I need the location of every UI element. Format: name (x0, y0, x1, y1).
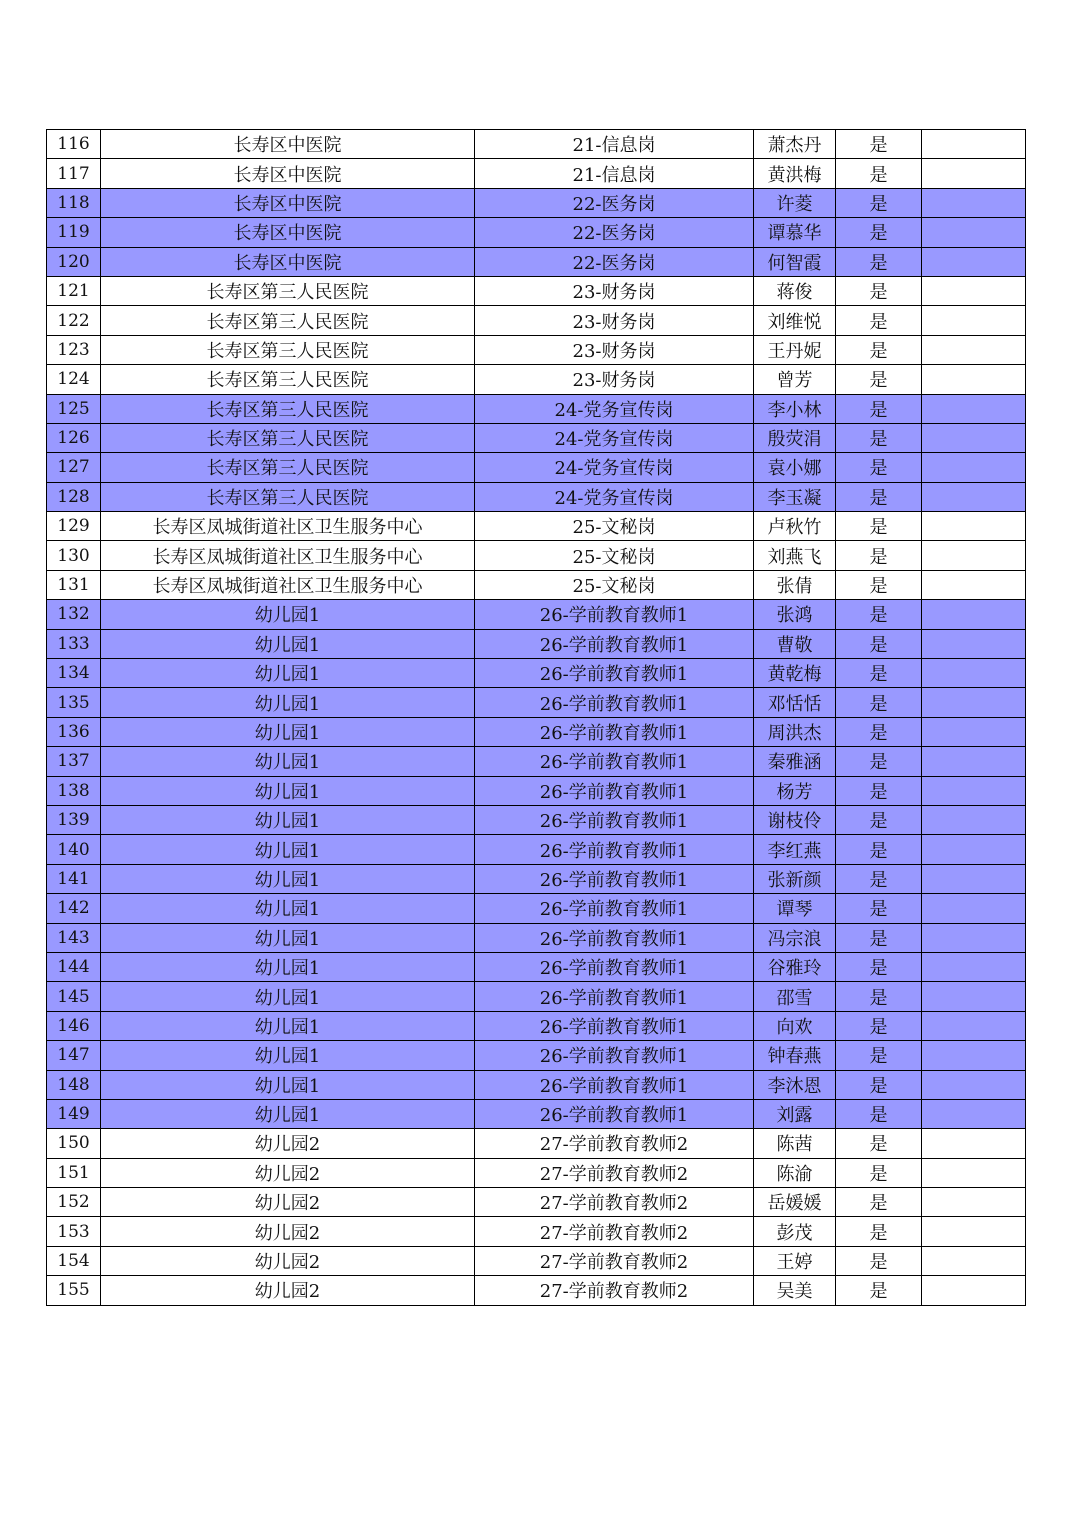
candidate-name-cell: 许菱 (754, 188, 836, 217)
remark-cell (922, 512, 1026, 541)
remark-cell (922, 276, 1026, 305)
table-row (47, 1188, 1026, 1217)
remark-cell (922, 541, 1026, 570)
table-row (47, 188, 1026, 217)
post-cell: 25-文秘岗 (475, 570, 754, 599)
unit-cell: 幼儿园1 (101, 1070, 475, 1099)
unit-cell: 长寿区中医院 (101, 218, 475, 247)
remark-cell (922, 894, 1026, 923)
post-cell: 21-信息岗 (475, 130, 754, 159)
qualified-cell: 是 (836, 570, 922, 599)
table-row (47, 894, 1026, 923)
row-number-cell: 134 (47, 659, 101, 688)
row-number-cell: 116 (47, 130, 101, 159)
table-row (47, 1276, 1026, 1305)
qualified-cell: 是 (836, 512, 922, 541)
table-row (47, 1070, 1026, 1099)
row-number-cell: 143 (47, 923, 101, 952)
row-number-cell: 145 (47, 982, 101, 1011)
unit-cell: 幼儿园2 (101, 1276, 475, 1305)
unit-cell: 长寿区中医院 (101, 247, 475, 276)
unit-cell: 幼儿园1 (101, 688, 475, 717)
unit-cell: 长寿区第三人民医院 (101, 276, 475, 305)
row-number-cell: 129 (47, 512, 101, 541)
remark-cell (922, 1070, 1026, 1099)
remark-cell (922, 688, 1026, 717)
qualified-cell: 是 (836, 306, 922, 335)
qualified-cell: 是 (836, 805, 922, 834)
candidate-name-cell: 王婷 (754, 1246, 836, 1275)
remark-cell (922, 982, 1026, 1011)
remark-cell (922, 864, 1026, 893)
unit-cell: 幼儿园1 (101, 747, 475, 776)
post-cell: 27-学前教育教师2 (475, 1188, 754, 1217)
qualified-cell: 是 (836, 659, 922, 688)
unit-cell: 长寿区凤城街道社区卫生服务中心 (101, 512, 475, 541)
table-row (47, 864, 1026, 893)
unit-cell: 长寿区凤城街道社区卫生服务中心 (101, 541, 475, 570)
post-cell: 27-学前教育教师2 (475, 1276, 754, 1305)
candidate-name-cell: 李沐恩 (754, 1070, 836, 1099)
post-cell: 27-学前教育教师2 (475, 1217, 754, 1246)
row-number-cell: 121 (47, 276, 101, 305)
candidate-name-cell: 谭琴 (754, 894, 836, 923)
row-number-cell: 148 (47, 1070, 101, 1099)
candidate-name-cell: 张鸿 (754, 600, 836, 629)
candidate-name-cell: 秦雅涵 (754, 747, 836, 776)
row-number-cell: 136 (47, 717, 101, 746)
qualified-cell: 是 (836, 394, 922, 423)
remark-cell (922, 1217, 1026, 1246)
remark-cell (922, 776, 1026, 805)
unit-cell: 幼儿园2 (101, 1188, 475, 1217)
table-row (47, 453, 1026, 482)
candidate-name-cell: 萧杰丹 (754, 130, 836, 159)
table-row (47, 659, 1026, 688)
qualified-cell: 是 (836, 423, 922, 452)
table-row (47, 717, 1026, 746)
post-cell: 26-学前教育教师1 (475, 717, 754, 746)
row-number-cell: 128 (47, 482, 101, 511)
candidate-name-cell: 谷雅玲 (754, 952, 836, 981)
table-row (47, 1158, 1026, 1187)
remark-cell (922, 335, 1026, 364)
table-row (47, 130, 1026, 159)
remark-cell (922, 159, 1026, 188)
qualified-cell: 是 (836, 218, 922, 247)
post-cell: 23-财务岗 (475, 276, 754, 305)
table-row (47, 747, 1026, 776)
qualified-cell: 是 (836, 188, 922, 217)
qualified-cell: 是 (836, 541, 922, 570)
table-row (47, 923, 1026, 952)
unit-cell: 长寿区中医院 (101, 130, 475, 159)
unit-cell: 幼儿园1 (101, 894, 475, 923)
remark-cell (922, 1246, 1026, 1275)
post-cell: 26-学前教育教师1 (475, 1011, 754, 1040)
candidate-name-cell: 刘维悦 (754, 306, 836, 335)
row-number-cell: 135 (47, 688, 101, 717)
table-row (47, 218, 1026, 247)
table-row (47, 247, 1026, 276)
post-cell: 26-学前教育教师1 (475, 600, 754, 629)
unit-cell: 幼儿园1 (101, 600, 475, 629)
qualified-cell: 是 (836, 600, 922, 629)
qualified-cell: 是 (836, 717, 922, 746)
post-cell: 26-学前教育教师1 (475, 629, 754, 658)
post-cell: 25-文秘岗 (475, 512, 754, 541)
unit-cell: 幼儿园1 (101, 659, 475, 688)
remark-cell (922, 1188, 1026, 1217)
qualified-cell: 是 (836, 1217, 922, 1246)
unit-cell: 幼儿园1 (101, 1041, 475, 1070)
candidate-name-cell: 邓恬恬 (754, 688, 836, 717)
remark-cell (922, 1041, 1026, 1070)
candidate-name-cell: 钟春燕 (754, 1041, 836, 1070)
post-cell: 26-学前教育教师1 (475, 894, 754, 923)
table-row (47, 776, 1026, 805)
unit-cell: 幼儿园2 (101, 1217, 475, 1246)
qualified-cell: 是 (836, 365, 922, 394)
candidate-name-cell: 黄洪梅 (754, 159, 836, 188)
row-number-cell: 124 (47, 365, 101, 394)
table-row (47, 335, 1026, 364)
unit-cell: 长寿区第三人民医院 (101, 482, 475, 511)
candidate-name-cell: 谢枝伶 (754, 805, 836, 834)
table-row (47, 541, 1026, 570)
table-row (47, 512, 1026, 541)
post-cell: 26-学前教育教师1 (475, 776, 754, 805)
candidate-name-cell: 李红燕 (754, 835, 836, 864)
table-row (47, 276, 1026, 305)
row-number-cell: 127 (47, 453, 101, 482)
qualified-cell: 是 (836, 1158, 922, 1187)
results-table (46, 129, 1026, 1306)
remark-cell (922, 805, 1026, 834)
unit-cell: 长寿区第三人民医院 (101, 335, 475, 364)
candidate-name-cell: 张倩 (754, 570, 836, 599)
qualified-cell: 是 (836, 482, 922, 511)
row-number-cell: 131 (47, 570, 101, 599)
unit-cell: 幼儿园1 (101, 1099, 475, 1128)
row-number-cell: 152 (47, 1188, 101, 1217)
candidate-name-cell: 张新颜 (754, 864, 836, 893)
table-row (47, 159, 1026, 188)
post-cell: 26-学前教育教师1 (475, 835, 754, 864)
remark-cell (922, 835, 1026, 864)
row-number-cell: 122 (47, 306, 101, 335)
candidate-name-cell: 彭茂 (754, 1217, 836, 1246)
post-cell: 26-学前教育教师1 (475, 688, 754, 717)
candidate-name-cell: 何智霞 (754, 247, 836, 276)
unit-cell: 长寿区第三人民医院 (101, 423, 475, 452)
post-cell: 24-党务宣传岗 (475, 423, 754, 452)
post-cell: 27-学前教育教师2 (475, 1129, 754, 1158)
unit-cell: 幼儿园1 (101, 629, 475, 658)
remark-cell (922, 1011, 1026, 1040)
remark-cell (922, 188, 1026, 217)
row-number-cell: 117 (47, 159, 101, 188)
unit-cell: 长寿区中医院 (101, 188, 475, 217)
table-row (47, 1217, 1026, 1246)
qualified-cell: 是 (836, 159, 922, 188)
candidate-name-cell: 陈渝 (754, 1158, 836, 1187)
unit-cell: 幼儿园1 (101, 923, 475, 952)
row-number-cell: 141 (47, 864, 101, 893)
unit-cell: 幼儿园2 (101, 1129, 475, 1158)
row-number-cell: 120 (47, 247, 101, 276)
post-cell: 24-党务宣传岗 (475, 453, 754, 482)
row-number-cell: 118 (47, 188, 101, 217)
row-number-cell: 139 (47, 805, 101, 834)
post-cell: 23-财务岗 (475, 365, 754, 394)
table-row (47, 1041, 1026, 1070)
table-row (47, 1099, 1026, 1128)
unit-cell: 幼儿园1 (101, 717, 475, 746)
table-row (47, 1129, 1026, 1158)
candidate-name-cell: 李玉凝 (754, 482, 836, 511)
row-number-cell: 146 (47, 1011, 101, 1040)
candidate-name-cell: 刘露 (754, 1099, 836, 1128)
unit-cell: 幼儿园1 (101, 952, 475, 981)
qualified-cell: 是 (836, 335, 922, 364)
remark-cell (922, 482, 1026, 511)
remark-cell (922, 570, 1026, 599)
row-number-cell: 151 (47, 1158, 101, 1187)
unit-cell: 幼儿园2 (101, 1158, 475, 1187)
row-number-cell: 144 (47, 952, 101, 981)
row-number-cell: 155 (47, 1276, 101, 1305)
remark-cell (922, 1129, 1026, 1158)
post-cell: 27-学前教育教师2 (475, 1246, 754, 1275)
candidate-name-cell: 杨芳 (754, 776, 836, 805)
qualified-cell: 是 (836, 952, 922, 981)
candidate-name-cell: 卢秋竹 (754, 512, 836, 541)
unit-cell: 幼儿园1 (101, 982, 475, 1011)
unit-cell: 幼儿园1 (101, 835, 475, 864)
remark-cell (922, 747, 1026, 776)
unit-cell: 幼儿园1 (101, 776, 475, 805)
remark-cell (922, 1099, 1026, 1128)
unit-cell: 长寿区第三人民医院 (101, 453, 475, 482)
row-number-cell: 154 (47, 1246, 101, 1275)
row-number-cell: 150 (47, 1129, 101, 1158)
row-number-cell: 133 (47, 629, 101, 658)
post-cell: 21-信息岗 (475, 159, 754, 188)
qualified-cell: 是 (836, 864, 922, 893)
row-number-cell: 132 (47, 600, 101, 629)
table-row (47, 423, 1026, 452)
remark-cell (922, 659, 1026, 688)
post-cell: 24-党务宣传岗 (475, 394, 754, 423)
row-number-cell: 140 (47, 835, 101, 864)
row-number-cell: 153 (47, 1217, 101, 1246)
qualified-cell: 是 (836, 247, 922, 276)
qualified-cell: 是 (836, 982, 922, 1011)
post-cell: 25-文秘岗 (475, 541, 754, 570)
candidate-name-cell: 蒋俊 (754, 276, 836, 305)
candidate-name-cell: 周洪杰 (754, 717, 836, 746)
row-number-cell: 137 (47, 747, 101, 776)
unit-cell: 幼儿园1 (101, 864, 475, 893)
table-row (47, 629, 1026, 658)
remark-cell (922, 923, 1026, 952)
candidate-name-cell: 刘燕飞 (754, 541, 836, 570)
remark-cell (922, 423, 1026, 452)
candidate-name-cell: 曹敬 (754, 629, 836, 658)
candidate-name-cell: 陈茜 (754, 1129, 836, 1158)
qualified-cell: 是 (836, 1011, 922, 1040)
qualified-cell: 是 (836, 453, 922, 482)
row-number-cell: 119 (47, 218, 101, 247)
unit-cell: 幼儿园1 (101, 1011, 475, 1040)
remark-cell (922, 1276, 1026, 1305)
qualified-cell: 是 (836, 130, 922, 159)
qualified-cell: 是 (836, 1041, 922, 1070)
table-row (47, 394, 1026, 423)
table-row (47, 835, 1026, 864)
qualified-cell: 是 (836, 835, 922, 864)
row-number-cell: 149 (47, 1099, 101, 1128)
table-row (47, 306, 1026, 335)
candidate-name-cell: 岳媛媛 (754, 1188, 836, 1217)
remark-cell (922, 247, 1026, 276)
unit-cell: 长寿区第三人民医院 (101, 394, 475, 423)
post-cell: 22-医务岗 (475, 188, 754, 217)
qualified-cell: 是 (836, 894, 922, 923)
table-row (47, 570, 1026, 599)
candidate-name-cell: 向欢 (754, 1011, 836, 1040)
candidate-name-cell: 袁小娜 (754, 453, 836, 482)
qualified-cell: 是 (836, 1129, 922, 1158)
qualified-cell: 是 (836, 1099, 922, 1128)
qualified-cell: 是 (836, 747, 922, 776)
post-cell: 26-学前教育教师1 (475, 982, 754, 1011)
row-number-cell: 142 (47, 894, 101, 923)
candidate-name-cell: 黄乾梅 (754, 659, 836, 688)
table-row (47, 952, 1026, 981)
unit-cell: 幼儿园2 (101, 1246, 475, 1275)
qualified-cell: 是 (836, 1188, 922, 1217)
post-cell: 26-学前教育教师1 (475, 1099, 754, 1128)
table-row (47, 982, 1026, 1011)
table-row (47, 1246, 1026, 1275)
qualified-cell: 是 (836, 776, 922, 805)
post-cell: 22-医务岗 (475, 247, 754, 276)
candidate-name-cell: 吴美 (754, 1276, 836, 1305)
remark-cell (922, 453, 1026, 482)
remark-cell (922, 394, 1026, 423)
results-table-body (47, 130, 1026, 1306)
unit-cell: 长寿区凤城街道社区卫生服务中心 (101, 570, 475, 599)
remark-cell (922, 717, 1026, 746)
remark-cell (922, 952, 1026, 981)
post-cell: 26-学前教育教师1 (475, 1041, 754, 1070)
post-cell: 26-学前教育教师1 (475, 747, 754, 776)
post-cell: 23-财务岗 (475, 306, 754, 335)
qualified-cell: 是 (836, 923, 922, 952)
row-number-cell: 130 (47, 541, 101, 570)
remark-cell (922, 629, 1026, 658)
remark-cell (922, 1158, 1026, 1187)
remark-cell (922, 218, 1026, 247)
candidate-name-cell: 曾芳 (754, 365, 836, 394)
candidate-name-cell: 冯宗浪 (754, 923, 836, 952)
candidate-name-cell: 殷荧涓 (754, 423, 836, 452)
table-row (47, 365, 1026, 394)
row-number-cell: 126 (47, 423, 101, 452)
table-row (47, 688, 1026, 717)
unit-cell: 长寿区中医院 (101, 159, 475, 188)
qualified-cell: 是 (836, 1246, 922, 1275)
candidate-name-cell: 谭慕华 (754, 218, 836, 247)
post-cell: 27-学前教育教师2 (475, 1158, 754, 1187)
table-row (47, 600, 1026, 629)
post-cell: 24-党务宣传岗 (475, 482, 754, 511)
post-cell: 26-学前教育教师1 (475, 864, 754, 893)
remark-cell (922, 306, 1026, 335)
row-number-cell: 147 (47, 1041, 101, 1070)
qualified-cell: 是 (836, 629, 922, 658)
row-number-cell: 125 (47, 394, 101, 423)
post-cell: 26-学前教育教师1 (475, 952, 754, 981)
post-cell: 26-学前教育教师1 (475, 805, 754, 834)
post-cell: 26-学前教育教师1 (475, 659, 754, 688)
remark-cell (922, 365, 1026, 394)
unit-cell: 长寿区第三人民医院 (101, 365, 475, 394)
post-cell: 23-财务岗 (475, 335, 754, 364)
table-row (47, 482, 1026, 511)
candidate-name-cell: 李小林 (754, 394, 836, 423)
post-cell: 26-学前教育教师1 (475, 1070, 754, 1099)
unit-cell: 幼儿园1 (101, 805, 475, 834)
remark-cell (922, 600, 1026, 629)
row-number-cell: 138 (47, 776, 101, 805)
unit-cell: 长寿区第三人民医院 (101, 306, 475, 335)
table-row (47, 805, 1026, 834)
qualified-cell: 是 (836, 1070, 922, 1099)
qualified-cell: 是 (836, 688, 922, 717)
row-number-cell: 123 (47, 335, 101, 364)
table-row (47, 1011, 1026, 1040)
remark-cell (922, 130, 1026, 159)
candidate-name-cell: 邵雪 (754, 982, 836, 1011)
qualified-cell: 是 (836, 1276, 922, 1305)
post-cell: 22-医务岗 (475, 218, 754, 247)
qualified-cell: 是 (836, 276, 922, 305)
post-cell: 26-学前教育教师1 (475, 923, 754, 952)
candidate-name-cell: 王丹妮 (754, 335, 836, 364)
